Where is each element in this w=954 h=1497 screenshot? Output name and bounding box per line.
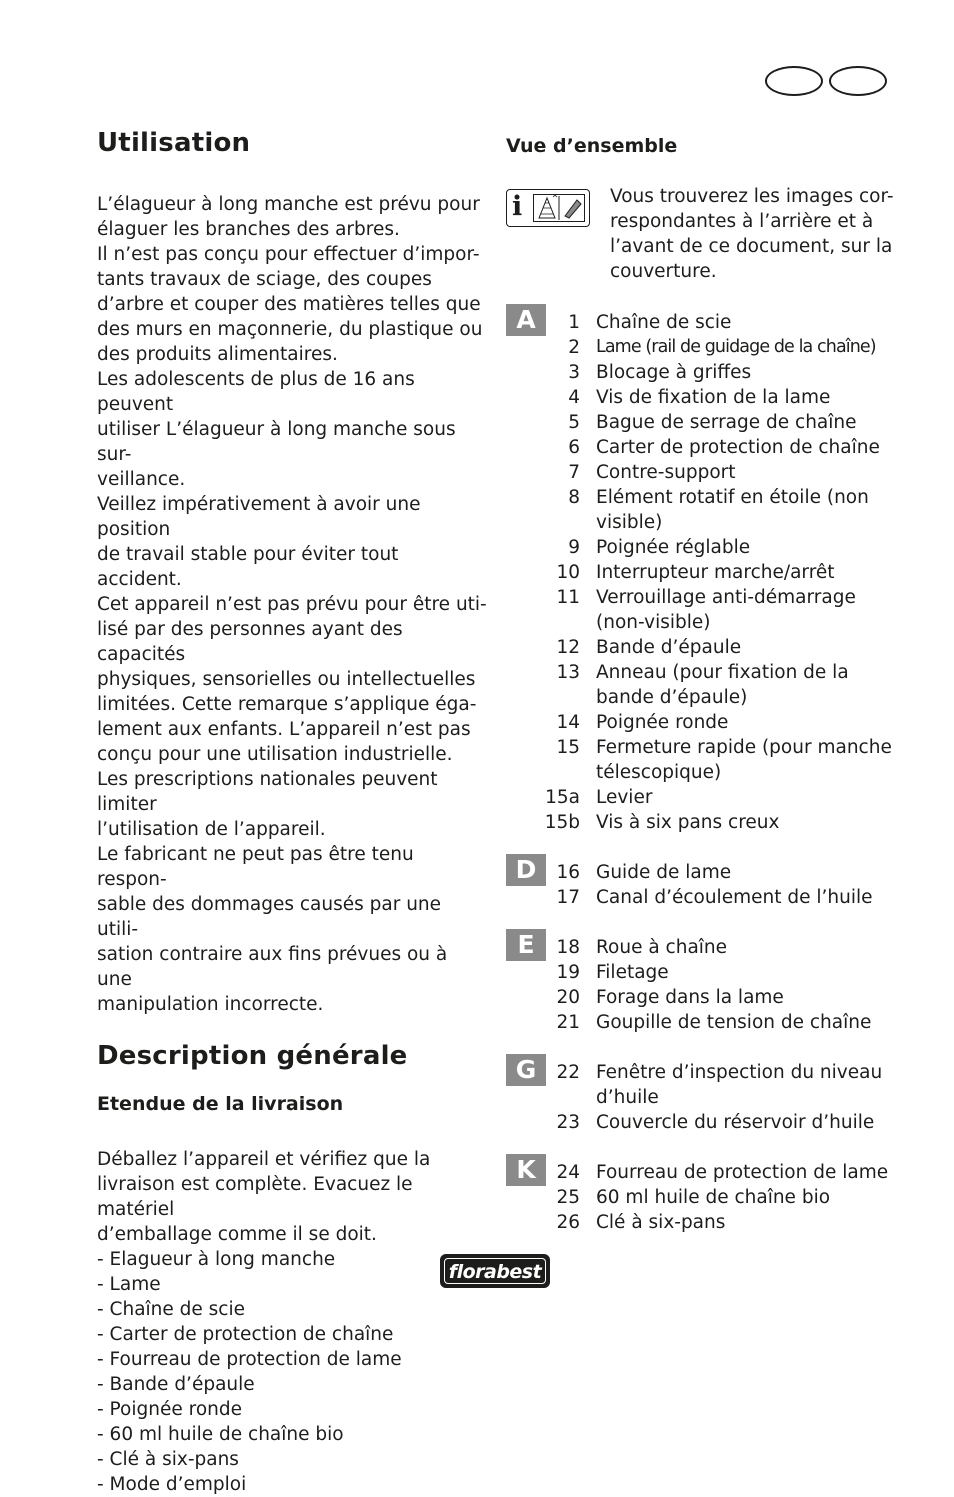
list-item: - Elagueur à long manche: [97, 1249, 336, 1270]
text-line: lement aux enfants. L’appareil n’est pas: [97, 719, 471, 740]
list-item: - Poignée ronde: [97, 1399, 242, 1420]
part-number: 11: [556, 587, 580, 608]
text-line: élaguer les branches des arbres.: [97, 219, 400, 240]
text-line: des murs en maçonnerie, du plastique ou: [97, 319, 483, 340]
part-label: Vis à six pans creux: [596, 812, 780, 833]
parts-group: [506, 930, 906, 1035]
part-number: 18: [556, 937, 580, 958]
text-line: couverture.: [610, 261, 717, 282]
part-number: 15: [556, 737, 580, 758]
list-item: - Clé à six-pans: [97, 1449, 239, 1470]
text-line: Le fabricant ne peut pas être tenu respon-: [97, 844, 414, 890]
part-number: 1: [568, 312, 580, 333]
list-item: - Fourreau de protection de lame: [97, 1349, 402, 1370]
parts-list-item: [506, 310, 906, 335]
text-line: l’utilisation de l’appareil.: [97, 819, 326, 840]
list-item: - Carter de protection de chaîne: [97, 1324, 394, 1345]
left-column: [97, 126, 487, 1497]
text-line: tants travaux de sciage, des coupes: [97, 269, 432, 290]
part-number: 7: [568, 462, 580, 483]
parts-group: [506, 305, 906, 835]
parts-list-item: [506, 1010, 906, 1035]
part-label: Interrupteur marche/arrêt: [596, 562, 835, 583]
part-label: Bague de serrage de chaîne: [596, 412, 857, 433]
logo-text: florabest: [444, 1258, 546, 1284]
parts-list-item: [506, 960, 906, 985]
figure-badge: A: [506, 304, 546, 336]
figure-badge: D: [506, 854, 546, 886]
parts-list-item: [506, 410, 906, 435]
part-label: Chaîne de scie: [596, 312, 732, 333]
part-number: 6: [568, 437, 580, 458]
part-number: 21: [556, 1012, 580, 1033]
list-item: - Bande d’épaule: [97, 1374, 255, 1395]
list-item: - Lame: [97, 1274, 161, 1295]
section-title-overview: Vue d’ensemble: [506, 135, 678, 157]
text-line: veillance.: [97, 469, 186, 490]
text-line: d’emballage comme il se doit.: [97, 1224, 377, 1245]
part-label: (non-visible): [596, 612, 711, 633]
part-number: 23: [556, 1112, 580, 1133]
part-label: Guide de lame: [596, 862, 732, 883]
parts-group: [506, 855, 906, 910]
text-line: utiliser L’élagueur à long manche sous sur-: [97, 419, 456, 465]
part-number: 16: [556, 862, 580, 883]
part-label: Fenêtre d’inspection du niveau: [596, 1062, 883, 1083]
part-label: Carter de protection de chaîne: [596, 437, 880, 458]
info-note: [506, 126, 906, 282]
part-number: 19: [556, 962, 580, 983]
text-line: Veillez impérativement à avoir une position: [97, 494, 421, 540]
parts-list-item: [506, 710, 906, 735]
text-line: d’arbre et couper des matières telles que: [97, 294, 481, 315]
part-label: Bande d’épaule: [596, 637, 742, 658]
parts-list-item: [506, 1160, 906, 1185]
parts-list-item: [506, 660, 906, 710]
part-number: 26: [556, 1212, 580, 1233]
parts-list-item: [506, 735, 906, 785]
part-label: d’huile: [596, 1087, 659, 1108]
part-label: Anneau (pour fixation de la: [596, 662, 849, 683]
list-item: - 60 ml huile de chaîne bio: [97, 1424, 344, 1445]
part-number: 14: [556, 712, 580, 733]
info-book-icon: i: [506, 189, 590, 227]
part-number: 2: [568, 337, 580, 358]
part-number: 13: [556, 662, 580, 683]
parts-group: [506, 1155, 906, 1235]
part-number: 17: [556, 887, 580, 908]
part-label: Levier: [596, 787, 653, 808]
delivery-list: [97, 1247, 487, 1497]
parts-overview-list: [506, 305, 906, 1235]
part-label: Poignée réglable: [596, 537, 751, 558]
language-oval-left: [765, 66, 823, 96]
subsection-title-delivery: Etendue de la livraison: [97, 1093, 344, 1115]
parts-list-item: [506, 1210, 906, 1235]
parts-list-item: [506, 1185, 906, 1210]
part-number: 15b: [544, 812, 580, 833]
parts-list-item: [506, 785, 906, 810]
parts-list-item: [506, 935, 906, 960]
figure-badge: G: [506, 1054, 546, 1086]
parts-list-item: [506, 360, 906, 385]
part-label: visible): [596, 512, 663, 533]
text-line: livraison est complète. Evacuez le matériel: [97, 1174, 413, 1220]
part-label: Clé à six-pans: [596, 1212, 726, 1233]
parts-list-item: [506, 485, 906, 535]
part-label: Verrouillage anti-démarrage: [596, 587, 856, 608]
part-label: Goupille de tension de chaîne: [596, 1012, 872, 1033]
text-line: sable des dommages causés par une utili-: [97, 894, 442, 940]
right-column: [506, 126, 906, 1235]
part-label: Forage dans la lame: [596, 987, 784, 1008]
parts-list-item: [506, 335, 906, 360]
text-line: manipulation incorrecte.: [97, 994, 324, 1015]
text-line: conçu pour une utilisation industrielle.: [97, 744, 453, 765]
section-title-description: Description générale: [97, 1041, 408, 1071]
text-line: Cet appareil n’est pas prévu pour être uti-: [97, 594, 487, 615]
text-line: respondantes à l’arrière et à: [610, 211, 874, 232]
part-number: 4: [568, 387, 580, 408]
text-line: des produits alimentaires.: [97, 344, 338, 365]
parts-group: [506, 1055, 906, 1135]
part-label: Roue à chaîne: [596, 937, 728, 958]
figure-badge: K: [506, 1154, 546, 1186]
info-note-text: [610, 184, 906, 284]
part-label: Filetage: [596, 962, 669, 983]
parts-list-item: [506, 385, 906, 410]
part-number: 15a: [545, 787, 580, 808]
parts-list-item: [506, 535, 906, 560]
part-number: 22: [556, 1062, 580, 1083]
text-line: Les prescriptions nationales peuvent limiter: [97, 769, 438, 815]
part-number: 24: [556, 1162, 580, 1183]
language-tab-ovals: [765, 66, 889, 98]
part-number: 25: [556, 1187, 580, 1208]
part-number: 9: [568, 537, 580, 558]
text-line: Vous trouverez les images cor-: [610, 186, 894, 207]
text-line: Il n’est pas conçu pour effectuer d’impor-: [97, 244, 480, 265]
parts-list-item: [506, 1060, 906, 1110]
parts-list-item: [506, 810, 906, 835]
parts-list-item: [506, 985, 906, 1010]
text-line: physiques, sensorielles ou intellectuelles: [97, 669, 476, 690]
figure-badge: E: [506, 929, 546, 961]
text-line: de travail stable pour éviter tout accident.: [97, 544, 399, 590]
part-number: 10: [556, 562, 580, 583]
part-label: Contre-support: [596, 462, 736, 483]
part-label: Fourreau de protection de lame: [596, 1162, 889, 1183]
part-number: 8: [568, 487, 580, 508]
part-label: Blocage à griffes: [596, 362, 752, 383]
part-number: 5: [568, 412, 580, 433]
text-line: sation contraire aux fins prévues ou à une: [97, 944, 448, 990]
part-label: télescopique): [596, 762, 722, 783]
list-item: - Chaîne de scie: [97, 1299, 245, 1320]
part-label: 60 ml huile de chaîne bio: [596, 1187, 831, 1208]
parts-list-item: [506, 585, 906, 635]
text-line: Les adolescents de plus de 16 ans peuvent: [97, 369, 415, 415]
part-label: Lame (rail de guidage de la chaîne): [596, 337, 876, 357]
part-number: 20: [556, 987, 580, 1008]
text-line: Déballez l’appareil et vérifiez que la: [97, 1149, 431, 1170]
delivery-intro-text: [97, 1147, 487, 1247]
florabest-logo: [440, 1254, 550, 1288]
part-number: 3: [568, 362, 580, 383]
part-label: Poignée ronde: [596, 712, 729, 733]
part-label: Fermeture rapide (pour manche: [596, 737, 892, 758]
text-line: l’avant de ce document, sur la: [610, 236, 893, 257]
part-label: Elément rotatif en étoile (non: [596, 487, 869, 508]
text-line: L’élagueur à long manche est prévu pour: [97, 194, 480, 215]
part-number: 12: [556, 637, 580, 658]
part-label: Vis de fixation de la lame: [596, 387, 831, 408]
parts-list-item: [506, 860, 906, 885]
list-item: - Mode d’emploi: [97, 1474, 247, 1495]
utilisation-text: [97, 192, 487, 1017]
parts-list-item: [506, 560, 906, 585]
parts-list-item: [506, 460, 906, 485]
text-line: limitées. Cette remarque s’applique éga-: [97, 694, 477, 715]
language-oval-right: [829, 66, 887, 96]
text-line: lisé par des personnes ayant des capacités: [97, 619, 403, 665]
part-label: bande d’épaule): [596, 687, 748, 708]
section-title-utilisation: Utilisation: [97, 128, 251, 158]
part-label: Canal d’écoulement de l’huile: [596, 887, 873, 908]
parts-list-item: [506, 435, 906, 460]
parts-list-item: [506, 1110, 906, 1135]
parts-list-item: [506, 885, 906, 910]
part-label: Couvercle du réservoir d’huile: [596, 1112, 875, 1133]
parts-list-item: [506, 635, 906, 660]
